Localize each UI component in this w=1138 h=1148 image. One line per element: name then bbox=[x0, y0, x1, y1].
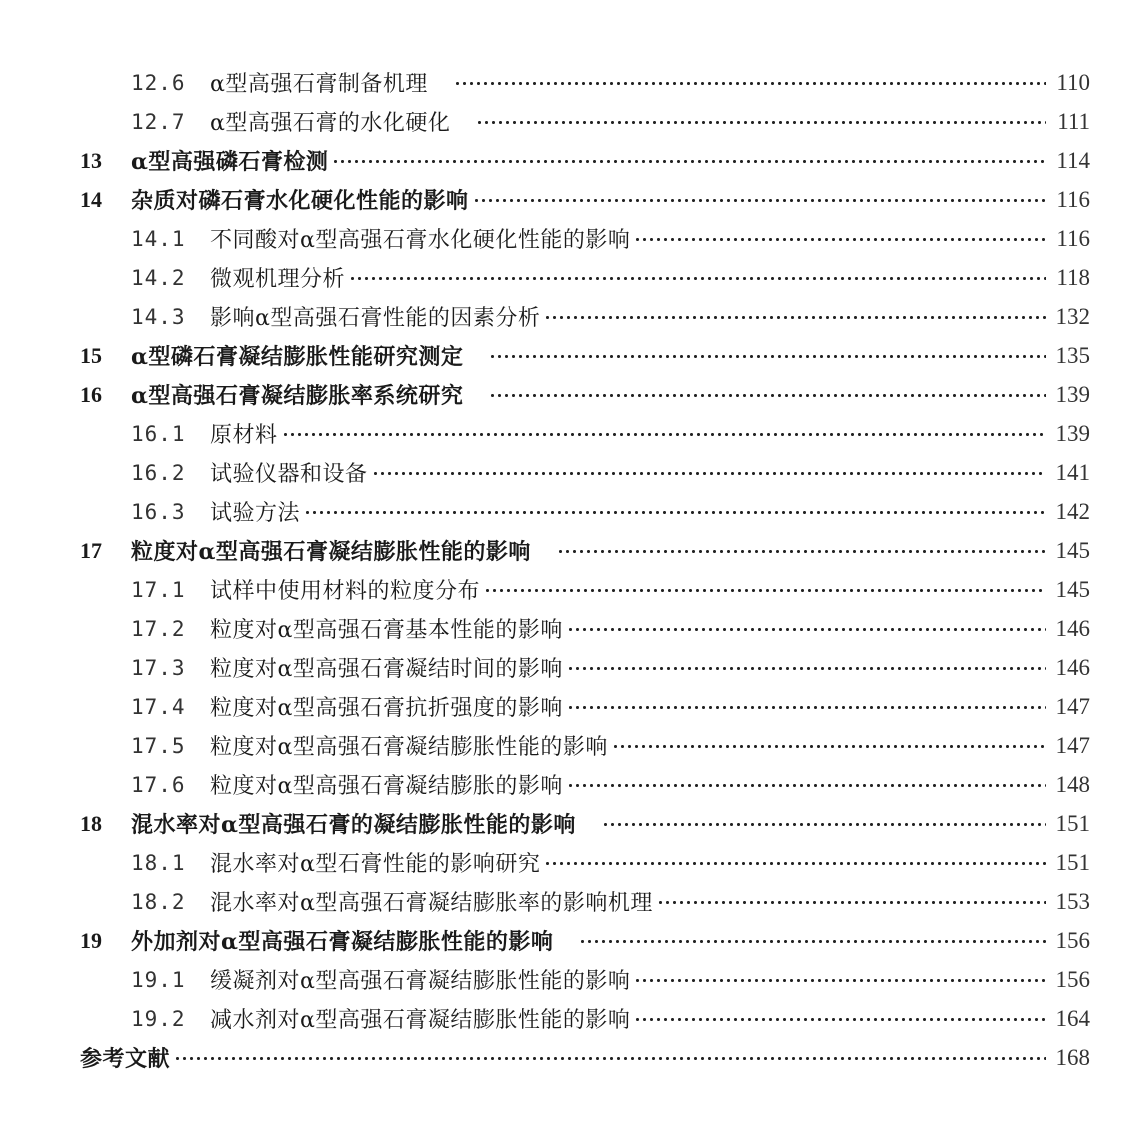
toc-entry[interactable] bbox=[0, 180, 1138, 219]
dot-leader bbox=[579, 931, 1046, 953]
chapter-number: 19 bbox=[80, 927, 102, 953]
page-number: 151 bbox=[1055, 849, 1090, 875]
section-number: 19.1 bbox=[131, 967, 186, 992]
chapter-number: 16 bbox=[80, 381, 102, 407]
page-number: 116 bbox=[1056, 225, 1090, 251]
chapter-title: 混水率对α型高强石膏的凝结膨胀性能的影响 bbox=[131, 812, 576, 838]
section-title: 粒度对α型高强石膏抗折强度的影响 bbox=[210, 696, 563, 721]
dot-leader bbox=[304, 502, 1046, 524]
toc-entry[interactable] bbox=[0, 63, 1138, 102]
section-title: 不同酸对α型高强石膏水化硬化性能的影响 bbox=[210, 228, 631, 253]
dot-leader bbox=[454, 73, 1046, 95]
section-number: 17.4 bbox=[131, 694, 186, 719]
dot-leader bbox=[567, 658, 1046, 680]
page-number: 153 bbox=[1055, 888, 1090, 914]
section-number: 16.1 bbox=[131, 421, 186, 446]
section-number: 14.1 bbox=[131, 226, 186, 251]
dot-leader bbox=[567, 619, 1046, 641]
toc-entry[interactable] bbox=[0, 219, 1138, 258]
page-number: 168 bbox=[1055, 1044, 1090, 1070]
dot-leader bbox=[634, 970, 1046, 992]
page-number: 156 bbox=[1055, 966, 1090, 992]
chapter-title: 外加剂对α型高强石膏凝结膨胀性能的影响 bbox=[131, 929, 554, 955]
references-title: 参考文献 bbox=[80, 1046, 171, 1072]
dot-leader bbox=[557, 541, 1046, 563]
section-title: α型高强石膏的水化硬化 bbox=[210, 111, 451, 136]
toc-entry[interactable] bbox=[0, 687, 1138, 726]
section-title: 影响α型高强石膏性能的因素分析 bbox=[210, 306, 541, 331]
toc-entry[interactable] bbox=[0, 570, 1138, 609]
section-title: 减水剂对α型高强石膏凝结膨胀性能的影响 bbox=[210, 1008, 631, 1033]
page-number: 118 bbox=[1056, 264, 1090, 290]
dot-leader bbox=[473, 190, 1046, 212]
toc-entry[interactable] bbox=[0, 726, 1138, 765]
section-title: 混水率对α型高强石膏凝结膨胀率的影响机理 bbox=[210, 891, 653, 916]
page-number: 139 bbox=[1055, 420, 1090, 446]
chapter-title: 粒度对α型高强石膏凝结膨胀性能的影响 bbox=[131, 539, 531, 565]
page-number: 132 bbox=[1055, 303, 1090, 329]
toc-entry[interactable] bbox=[0, 492, 1138, 531]
page-number: 147 bbox=[1055, 732, 1090, 758]
dot-leader bbox=[634, 1009, 1046, 1031]
dot-leader bbox=[372, 463, 1046, 485]
section-title: 粒度对α型高强石膏凝结膨胀性能的影响 bbox=[210, 735, 608, 760]
section-number: 17.2 bbox=[131, 616, 186, 641]
chapter-number: 14 bbox=[80, 186, 102, 212]
dot-leader bbox=[489, 385, 1046, 407]
page-number: 146 bbox=[1055, 615, 1090, 641]
chapter-number: 15 bbox=[80, 342, 102, 368]
dot-leader bbox=[612, 736, 1046, 758]
chapter-title: α型高强石膏凝结膨胀率系统研究 bbox=[131, 383, 464, 409]
page-number: 147 bbox=[1055, 693, 1090, 719]
section-number: 19.2 bbox=[131, 1006, 186, 1031]
toc-entry[interactable] bbox=[0, 960, 1138, 999]
page-number: 139 bbox=[1055, 381, 1090, 407]
toc-entry[interactable] bbox=[0, 531, 1138, 570]
section-title: 微观机理分析 bbox=[210, 267, 346, 292]
toc-entry[interactable] bbox=[0, 297, 1138, 336]
page-number: 141 bbox=[1055, 459, 1090, 485]
section-number: 17.3 bbox=[131, 655, 186, 680]
dot-leader bbox=[174, 1048, 1046, 1070]
toc-entry[interactable] bbox=[0, 843, 1138, 882]
chapter-number: 13 bbox=[80, 147, 102, 173]
toc-entry[interactable] bbox=[0, 414, 1138, 453]
page-number: 111 bbox=[1057, 108, 1090, 134]
section-title: 粒度对α型高强石膏凝结时间的影响 bbox=[210, 657, 563, 682]
section-number: 14.2 bbox=[131, 265, 186, 290]
dot-leader bbox=[282, 424, 1046, 446]
section-title: 混水率对α型石膏性能的影响研究 bbox=[210, 852, 541, 877]
page-number: 135 bbox=[1055, 342, 1090, 368]
toc-entry[interactable] bbox=[0, 141, 1138, 180]
section-number: 14.3 bbox=[131, 304, 186, 329]
toc-entry-references[interactable] bbox=[0, 1038, 1138, 1077]
dot-leader bbox=[489, 346, 1046, 368]
page-number: 156 bbox=[1055, 927, 1090, 953]
section-title: 缓凝剂对α型高强石膏凝结膨胀性能的影响 bbox=[210, 969, 631, 994]
toc-entry[interactable] bbox=[0, 765, 1138, 804]
section-number: 17.1 bbox=[131, 577, 186, 602]
dot-leader bbox=[332, 151, 1046, 173]
section-title: 粒度对α型高强石膏基本性能的影响 bbox=[210, 618, 563, 643]
toc-entry[interactable] bbox=[0, 882, 1138, 921]
section-number: 17.5 bbox=[131, 733, 186, 758]
page-number: 164 bbox=[1055, 1005, 1090, 1031]
toc-entry[interactable] bbox=[0, 921, 1138, 960]
section-number: 12.6 bbox=[131, 70, 186, 95]
dot-leader bbox=[349, 268, 1046, 290]
dot-leader bbox=[544, 853, 1046, 875]
section-title: 粒度对α型高强石膏凝结膨胀的影响 bbox=[210, 774, 563, 799]
section-number: 16.2 bbox=[131, 460, 186, 485]
chapter-title: 杂质对磷石膏水化硬化性能的影响 bbox=[131, 188, 469, 214]
section-number: 12.7 bbox=[131, 109, 186, 134]
section-title: α型高强石膏制备机理 bbox=[210, 72, 428, 97]
dot-leader bbox=[544, 307, 1046, 329]
section-title: 试验方法 bbox=[210, 501, 301, 526]
toc-entry[interactable] bbox=[0, 102, 1138, 141]
chapter-title: α型高强磷石膏检测 bbox=[131, 149, 329, 175]
page-number: 114 bbox=[1056, 147, 1090, 173]
toc-entry[interactable] bbox=[0, 375, 1138, 414]
page-number: 110 bbox=[1056, 69, 1090, 95]
section-number: 17.6 bbox=[131, 772, 186, 797]
toc-entry[interactable] bbox=[0, 609, 1138, 648]
page-number: 145 bbox=[1055, 537, 1090, 563]
toc-entry[interactable] bbox=[0, 999, 1138, 1038]
dot-leader bbox=[634, 229, 1046, 251]
dot-leader bbox=[657, 892, 1046, 914]
section-number: 16.3 bbox=[131, 499, 186, 524]
toc-entry[interactable] bbox=[0, 648, 1138, 687]
dot-leader bbox=[567, 775, 1046, 797]
dot-leader bbox=[602, 814, 1046, 836]
section-title: 试样中使用材料的粒度分布 bbox=[210, 579, 481, 604]
toc-entry[interactable] bbox=[0, 258, 1138, 297]
page-number: 148 bbox=[1055, 771, 1090, 797]
chapter-title: α型磷石膏凝结膨胀性能研究测定 bbox=[131, 344, 464, 370]
page-number: 151 bbox=[1055, 810, 1090, 836]
section-title: 原材料 bbox=[210, 423, 278, 448]
dot-leader bbox=[476, 112, 1046, 134]
chapter-number: 18 bbox=[80, 810, 102, 836]
chapter-number: 17 bbox=[80, 537, 102, 563]
toc-entry[interactable] bbox=[0, 453, 1138, 492]
table-of-contents bbox=[0, 63, 1138, 1077]
section-number: 18.1 bbox=[131, 850, 186, 875]
page-number: 142 bbox=[1055, 498, 1090, 524]
page-number: 116 bbox=[1056, 186, 1090, 212]
dot-leader bbox=[484, 580, 1046, 602]
section-number: 18.2 bbox=[131, 889, 186, 914]
toc-entry[interactable] bbox=[0, 804, 1138, 843]
page-number: 145 bbox=[1055, 576, 1090, 602]
toc-entry[interactable] bbox=[0, 336, 1138, 375]
page-number: 146 bbox=[1055, 654, 1090, 680]
dot-leader bbox=[567, 697, 1046, 719]
section-title: 试验仪器和设备 bbox=[210, 462, 368, 487]
